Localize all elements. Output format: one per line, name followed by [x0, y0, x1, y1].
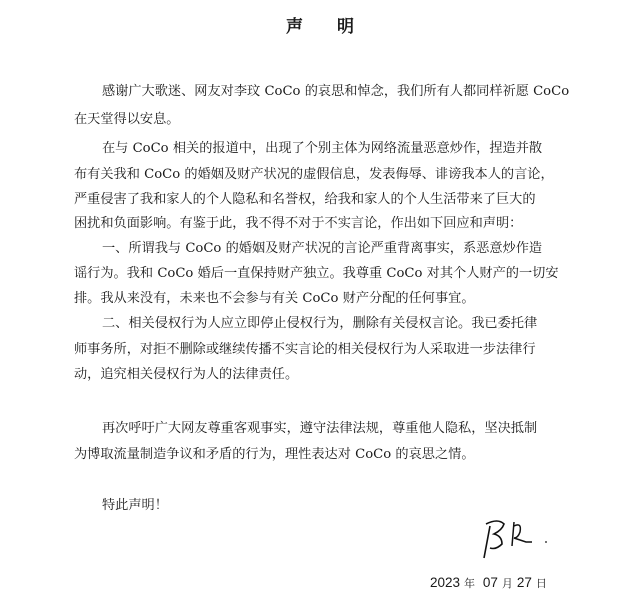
signature-icon — [476, 516, 556, 566]
paragraph-line: 为博取流量制造争议和矛盾的行为，理性表达对 CoCo 的哀思之情。 — [74, 447, 475, 462]
paragraph-line: 排。我从来没有，未来也不会参与有关 CoCo 财产分配的任何事宜。 — [74, 291, 475, 306]
paragraph-line: 一、所谓我与 CoCo 的婚姻及财产状况的言论严重背离事实，系恶意炒作造 — [102, 241, 543, 256]
paragraph-line: 动，追究相关侵权行为人的法律责任。 — [74, 367, 299, 382]
paragraph-line: 严重侵害了我和家人的个人隐私和名誉权，给我和家人的个人生活带来了巨大的 — [74, 192, 536, 207]
date-year: 2023 — [430, 575, 461, 590]
paragraph-line: 再次呼吁广大网友尊重客观事实，遵守法律法规，尊重他人隐私，坚决抵制 — [102, 421, 538, 436]
paragraph-line: 二、相关侵权行为人应立即停止侵权行为，删除有关侵权言论。我已委托律 — [102, 316, 538, 331]
date-month: 07 — [482, 575, 498, 590]
paragraph-line: 困扰和负面影响。有鉴于此，我不得不对于不实言论，作出如下回应和声明： — [74, 216, 523, 231]
date-day: 27 — [516, 575, 532, 590]
paragraph-line: 师事务所，对拒不删除或继续传播不实言论的相关侵权行为人采取进一步法律行 — [74, 342, 536, 357]
document-date — [430, 575, 551, 591]
paragraph-line: 在与 CoCo 相关的报道中，出现了个别主体为网络流量恶意炒作，捏造并散 — [102, 141, 543, 156]
date-month-unit: 月 — [501, 577, 513, 590]
paragraph-line: 感谢广大歌迷、网友对李玟 CoCo 的哀思和悼念，我们所有人都同样祈愿 CoCo — [102, 84, 570, 99]
paragraph-line: 在天堂得以安息。 — [74, 112, 180, 127]
closing-line: 特此声明！ — [102, 498, 168, 513]
date-year-unit: 年 — [464, 577, 476, 590]
document-title: 声 明 — [286, 17, 368, 37]
paragraph-line: 谣行为。我和 CoCo 婚后一直保持财产独立。我尊重 CoCo 对其个人财产的一切安 — [74, 266, 559, 281]
paragraph-line: 布有关我和 CoCo 的婚姻及财产状况的虚假信息，发表侮辱、诽谤我本人的言论， — [74, 167, 554, 182]
date-day-unit: 日 — [535, 577, 547, 590]
